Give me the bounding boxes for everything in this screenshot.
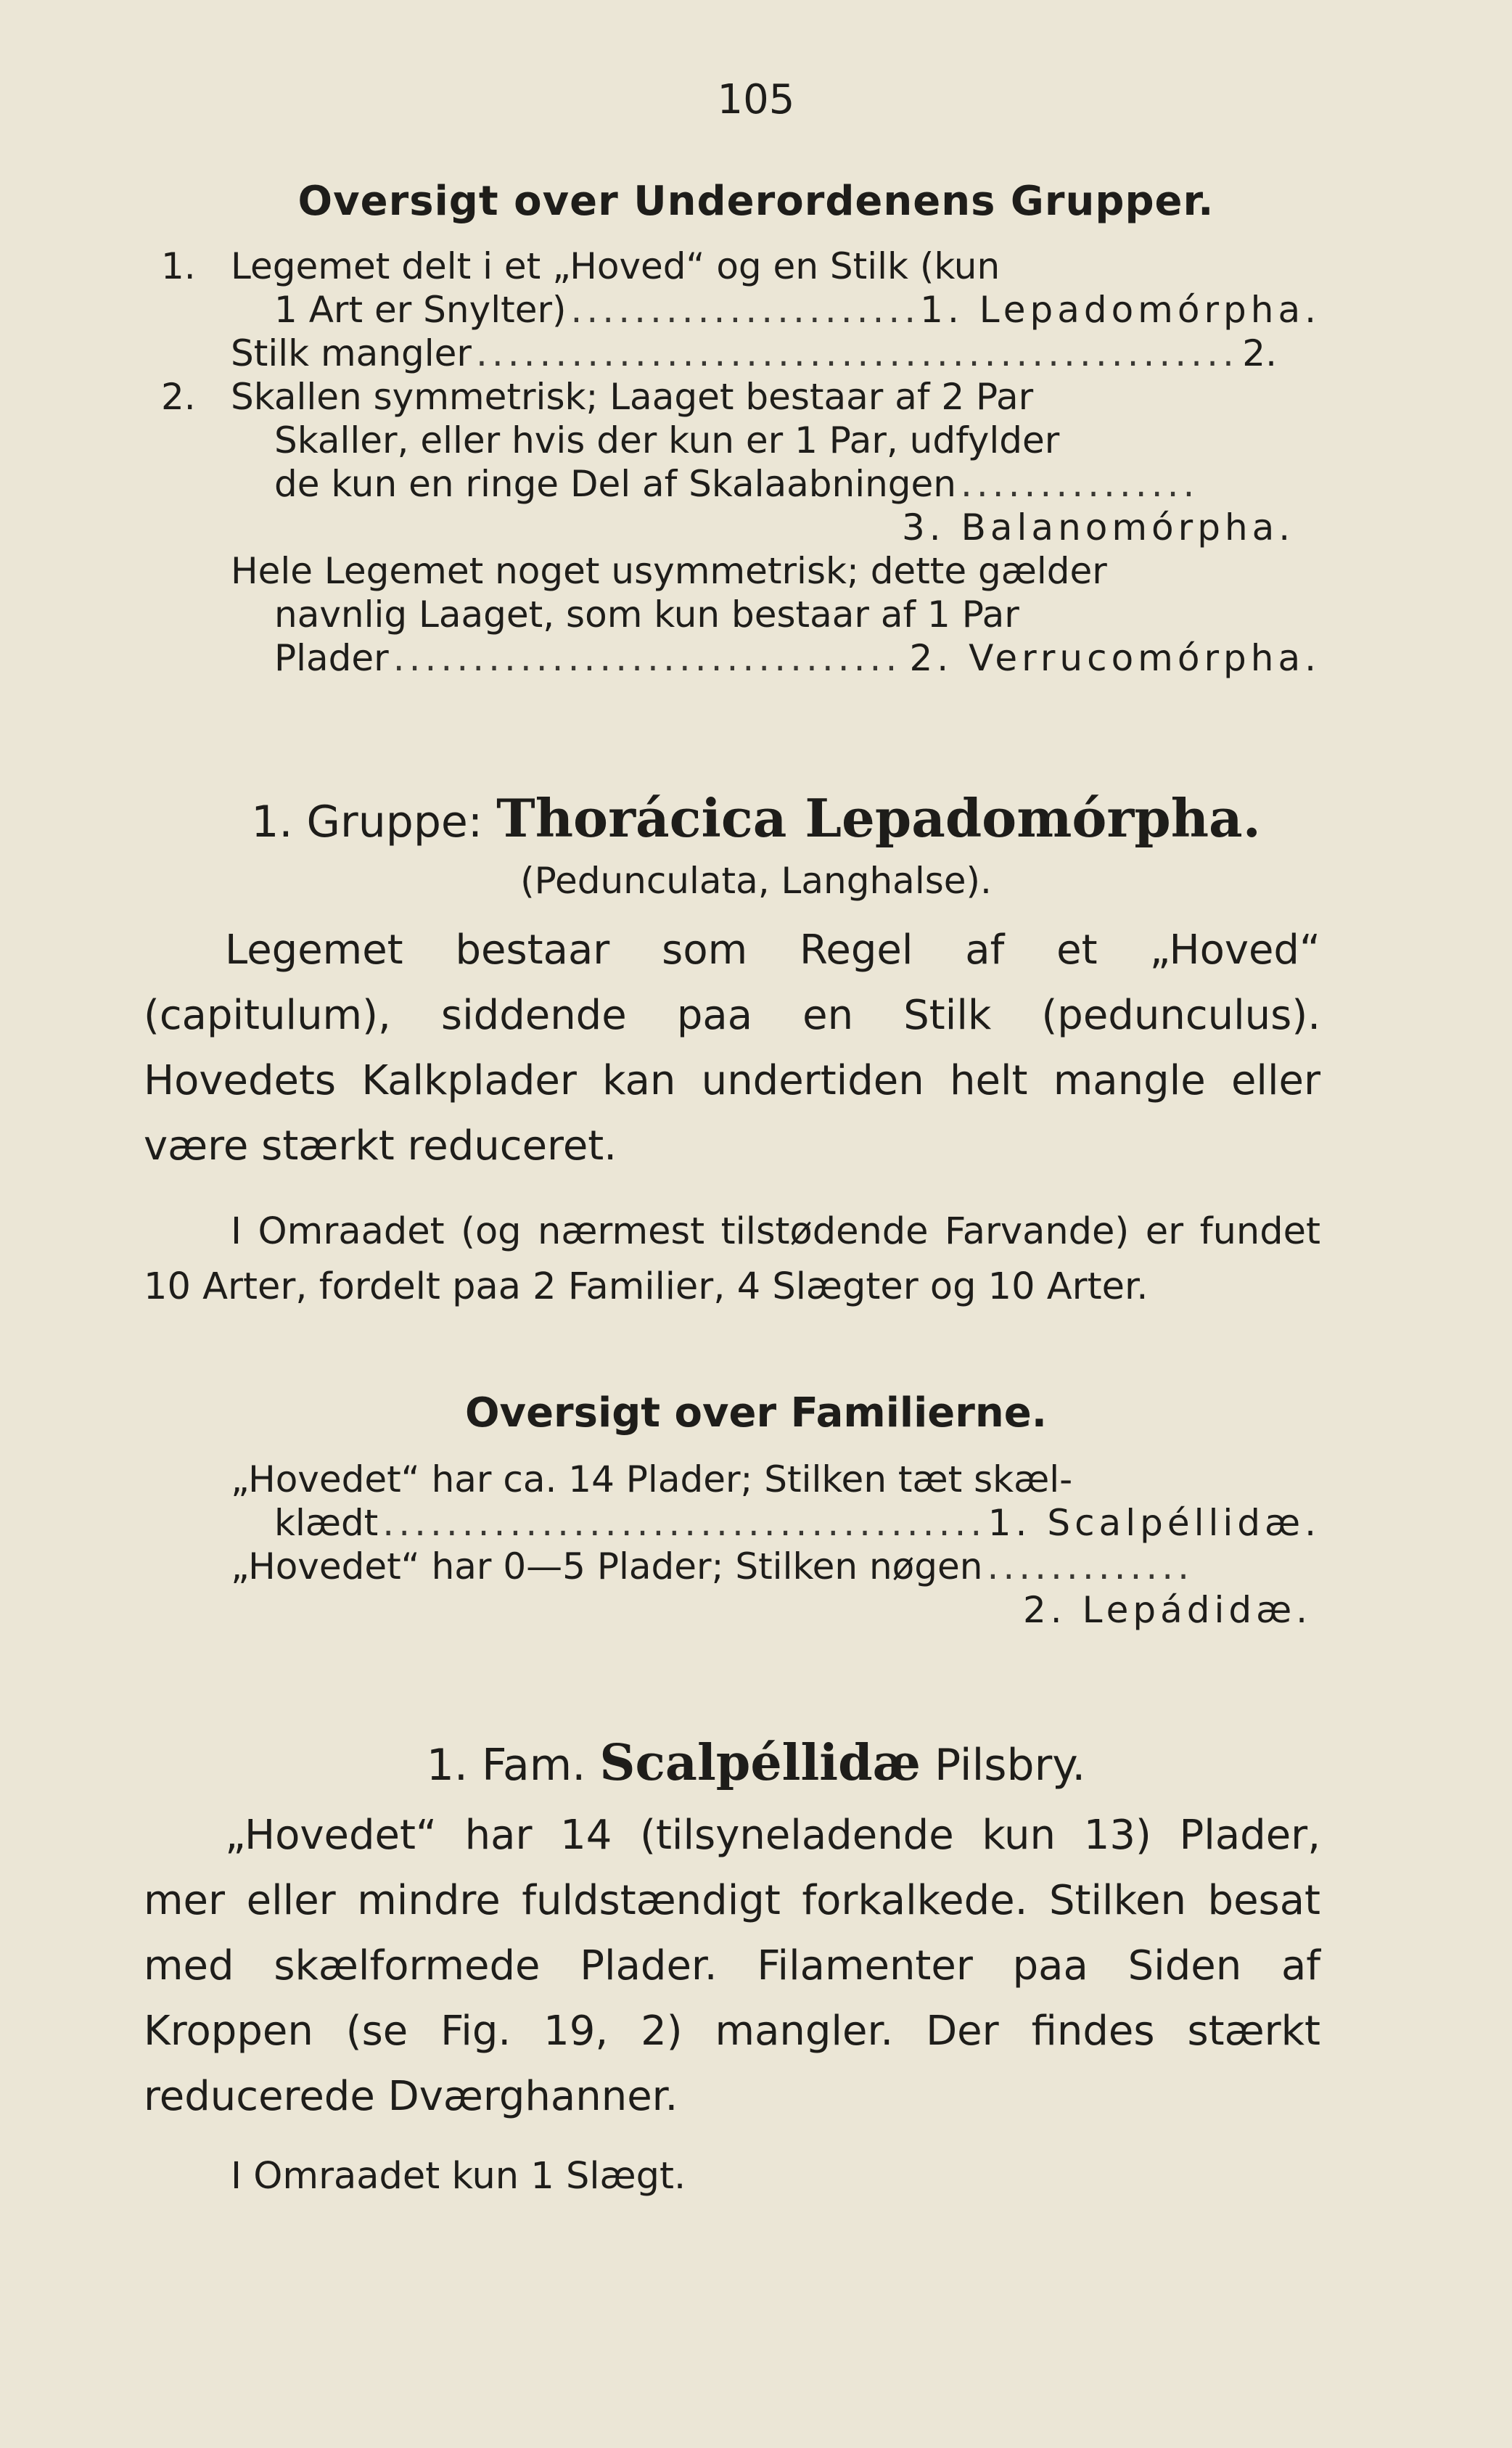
key-item-result: 2. (1242, 332, 1277, 374)
family-heading-prefix: 1. Fam. (426, 1740, 586, 1791)
key-item-result: 3. Balanomórpha. (902, 506, 1295, 549)
key-item-result: 2. Verrucomórpha. (909, 637, 1320, 679)
leader-dots (476, 332, 1238, 374)
key-item-text: Stilk mangler (231, 332, 472, 374)
leader-dots (393, 637, 905, 679)
key-item-text: Hele Legemet noget usymmetrisk; dette gælder (231, 550, 1107, 592)
key-item-text: Skaller, eller hvis der kun er 1 Par, udfylder (274, 419, 1060, 461)
family-heading-author: Pilsbry. (934, 1740, 1086, 1791)
group-heading-name: Thorácica Lepadomórpha. (496, 787, 1261, 849)
key-item-text: klædt (274, 1502, 379, 1544)
leader-dots (987, 1545, 1191, 1587)
family-description (144, 1803, 1320, 2129)
key-item-text: navnlig Laaget, som kun bestaar af 1 Par (274, 593, 1019, 636)
group-subtitle: (Pedunculata, Langhalse). (520, 860, 992, 902)
key-item-number: 2. (161, 376, 196, 418)
key-item-text: 1 Art er Snylter) (274, 289, 567, 331)
family-heading-name: Scalpéllidæ (599, 1734, 921, 1792)
key-item-text: de kun en ringe Del af Skalaabningen (274, 463, 956, 505)
key-item-text: Plader (274, 637, 389, 679)
key-item-row (274, 289, 1320, 332)
key-item-row (231, 332, 1277, 376)
key-item-text: „Hovedet“ har ca. 14 Plader; Stilken tæt skæl- (231, 1458, 1073, 1500)
group-heading (0, 787, 1512, 849)
key-item-row (231, 1545, 1196, 1589)
group-area-note-text: I Omraadet (og nærmest tilstødende Farvande) er fundet 10 Arter, fordelt paa 2 Familier, 4 Slægter og 10 Arter. (144, 1210, 1320, 1308)
key-item-text: Legemet delt i et „Hoved“ og en Stilk (kun (231, 245, 1001, 287)
group-heading-prefix: 1. Gruppe: (251, 797, 483, 847)
key-item-row (274, 637, 1320, 681)
key-item-number: 1. (161, 245, 196, 287)
heading-groups-overview: Oversigt over Underordenens Grupper. (297, 178, 1215, 225)
heading-families-overview: Oversigt over Familierne. (464, 1389, 1048, 1437)
leader-dots (961, 463, 1191, 505)
key-item-result: 1. Scalpéllidæ. (987, 1502, 1320, 1544)
key-item-row (274, 463, 1196, 506)
leader-dots (382, 1502, 983, 1544)
leader-dots (571, 289, 916, 331)
group-area-note (144, 1204, 1320, 1315)
key-item-result: 1. Lepadomórpha. (920, 289, 1320, 331)
family-area-note: I Omraadet kun 1 Slægt. (231, 2155, 686, 2198)
group-description (144, 918, 1320, 1179)
group-description-text: Legemet bestaar som Regel af et „Hoved“ (capitulum), siddende paa en Stilk (pedunculus). Hovedets Kalkplader kan undertiden helt mangle eller være stærkt reduceret. (144, 927, 1320, 1170)
key-item-row (274, 1502, 1320, 1545)
family-heading (0, 1734, 1512, 1792)
key-item-result: 2. Lepádidæ. (1023, 1589, 1312, 1631)
page-number: 105 (717, 76, 795, 123)
family-description-text: „Hovedet“ har 14 (tilsyneladende kun 13) Plader, mer eller mindre fuldstændigt forkalkede. Stilken besat med skælformede Plader. Filamenter paa Siden af Kroppen (se Fig. 19, 2) mangler. Der findes stærkt reducerede Dværghanner. (144, 1812, 1320, 2120)
key-item-text: „Hovedet“ har 0—5 Plader; Stilken nøgen (231, 1545, 983, 1587)
key-item-text: Skallen symmetrisk; Laaget bestaar af 2 Par (231, 376, 1034, 418)
